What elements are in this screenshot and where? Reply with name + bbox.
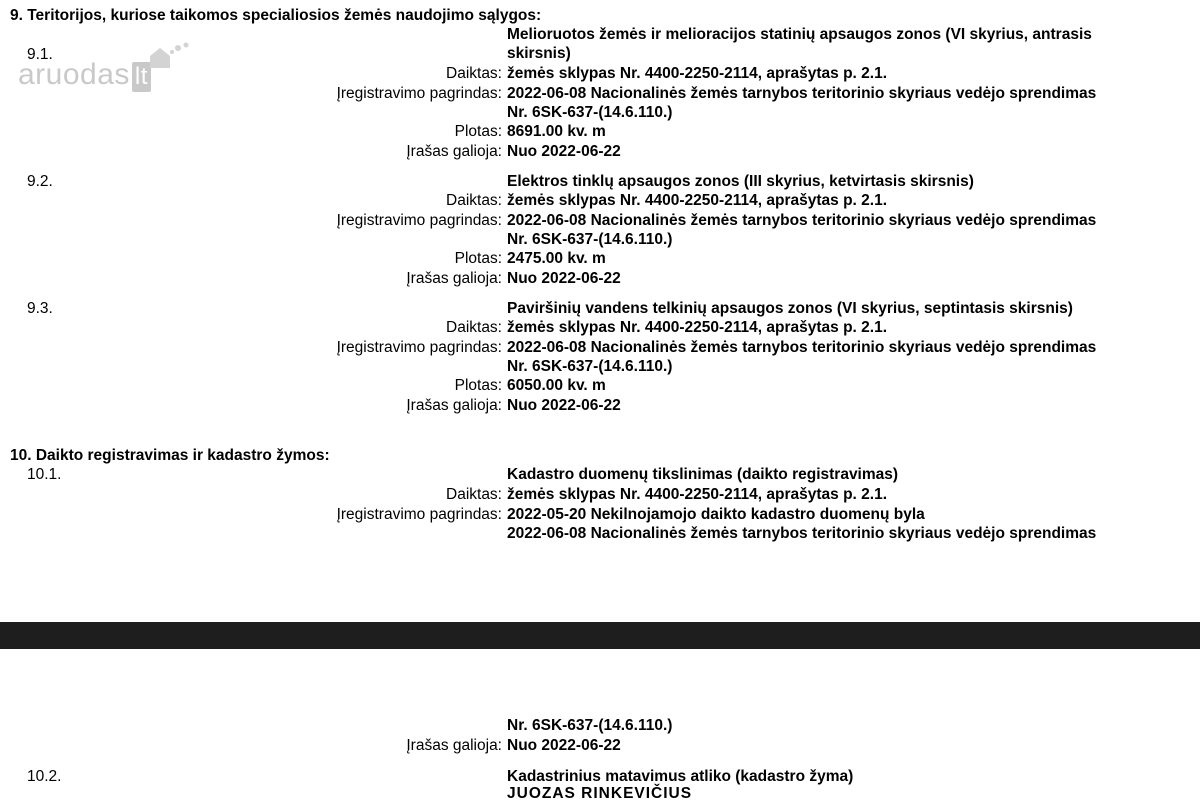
watermark-brand: aruodas [18, 58, 130, 91]
item-title: Elektros tinklų apsaugos zonos (III skyrius, ketvirtasis skirsnis) [507, 173, 974, 190]
pagrindas-value-cont: Nr. 6SK-637-(14.6.110.) [507, 717, 673, 734]
pagrindas-label: Įregistravimo pagrindas: [336, 506, 502, 523]
daiktas-value: žemės sklypas Nr. 4400-2250-2114, aprašytas p. 2.1. [507, 319, 888, 336]
item-title: Melioruotos žemės ir melioracijos statinių apsaugos zonos (VI skyrius, antrasis [507, 26, 1092, 43]
daiktas-label: Daiktas: [446, 319, 502, 336]
plotas-value: 8691.00 kv. m [507, 123, 606, 140]
galioja-value: Nuo 2022-06-22 [507, 143, 621, 160]
item-number: 9.1. [27, 46, 53, 63]
section-9-heading: 9. Teritorijos, kuriose taikomos specialiosios žemės naudojimo sąlygos: [10, 7, 542, 24]
item-number: 10.1. [27, 466, 62, 483]
pagrindas-label: Įregistravimo pagrindas: [336, 339, 502, 356]
page-break-band [0, 622, 1200, 649]
daiktas-value: žemės sklypas Nr. 4400-2250-2114, aprašytas p. 2.1. [507, 65, 888, 82]
section-10-heading: 10. Daikto registravimas ir kadastro žymos: [10, 447, 330, 464]
item-title-cont: skirsnis) [507, 45, 571, 62]
galioja-label: Įrašas galioja: [406, 143, 502, 160]
galioja-label: Įrašas galioja: [406, 737, 502, 754]
clipped-name [507, 785, 693, 802]
house-icon [148, 40, 194, 70]
item-title: Kadastrinius matavimus atliko (kadastro žyma) [507, 768, 854, 785]
daiktas-label: Daiktas: [446, 486, 502, 503]
plotas-value: 6050.00 kv. m [507, 377, 606, 394]
pagrindas-label: Įregistravimo pagrindas: [336, 212, 502, 229]
daiktas-value: žemės sklypas Nr. 4400-2250-2114, aprašytas p. 2.1. [507, 486, 888, 503]
clipped-name-text: JUOZAS RINKEVIČIUS [507, 785, 693, 802]
item-number: 9.3. [27, 300, 53, 317]
item-title: Paviršinių vandens telkinių apsaugos zonos (VI skyrius, septintasis skirsnis) [507, 300, 1073, 317]
pagrindas-value: 2022-06-08 Nacionalinės žemės tarnybos teritorinio skyriaus vedėjo sprendimas [507, 212, 1097, 229]
item-number: 9.2. [27, 173, 53, 190]
pagrindas-value-cont: 2022-06-08 Nacionalinės žemės tarnybos teritorinio skyriaus vedėjo sprendimas [507, 525, 1097, 542]
daiktas-label: Daiktas: [446, 65, 502, 82]
daiktas-value: žemės sklypas Nr. 4400-2250-2114, aprašytas p. 2.1. [507, 192, 888, 209]
pagrindas-value: 2022-06-08 Nacionalinės žemės tarnybos teritorinio skyriaus vedėjo sprendimas [507, 339, 1097, 356]
pagrindas-label: Įregistravimo pagrindas: [336, 85, 502, 102]
plotas-value: 2475.00 kv. m [507, 250, 606, 267]
pagrindas-value-cont: Nr. 6SK-637-(14.6.110.) [507, 358, 673, 375]
pagrindas-value-cont: Nr. 6SK-637-(14.6.110.) [507, 104, 673, 121]
galioja-value: Nuo 2022-06-22 [507, 270, 621, 287]
galioja-value: Nuo 2022-06-22 [507, 397, 621, 414]
daiktas-label: Daiktas: [446, 192, 502, 209]
plotas-label: Plotas: [454, 377, 502, 394]
item-title: Kadastro duomenų tikslinimas (daikto registravimas) [507, 466, 899, 483]
galioja-value: Nuo 2022-06-22 [507, 737, 621, 754]
pagrindas-value-cont: Nr. 6SK-637-(14.6.110.) [507, 231, 673, 248]
galioja-label: Įrašas galioja: [406, 270, 502, 287]
item-number: 10.2. [27, 768, 62, 785]
pagrindas-value: 2022-05-20 Nekilnojamojo daikto kadastro duomenų byla [507, 506, 925, 523]
pagrindas-value: 2022-06-08 Nacionalinės žemės tarnybos teritorinio skyriaus vedėjo sprendimas [507, 85, 1097, 102]
watermark-tld: lt [132, 62, 151, 92]
galioja-label: Įrašas galioja: [406, 397, 502, 414]
plotas-label: Plotas: [454, 250, 502, 267]
plotas-label: Plotas: [454, 123, 502, 140]
